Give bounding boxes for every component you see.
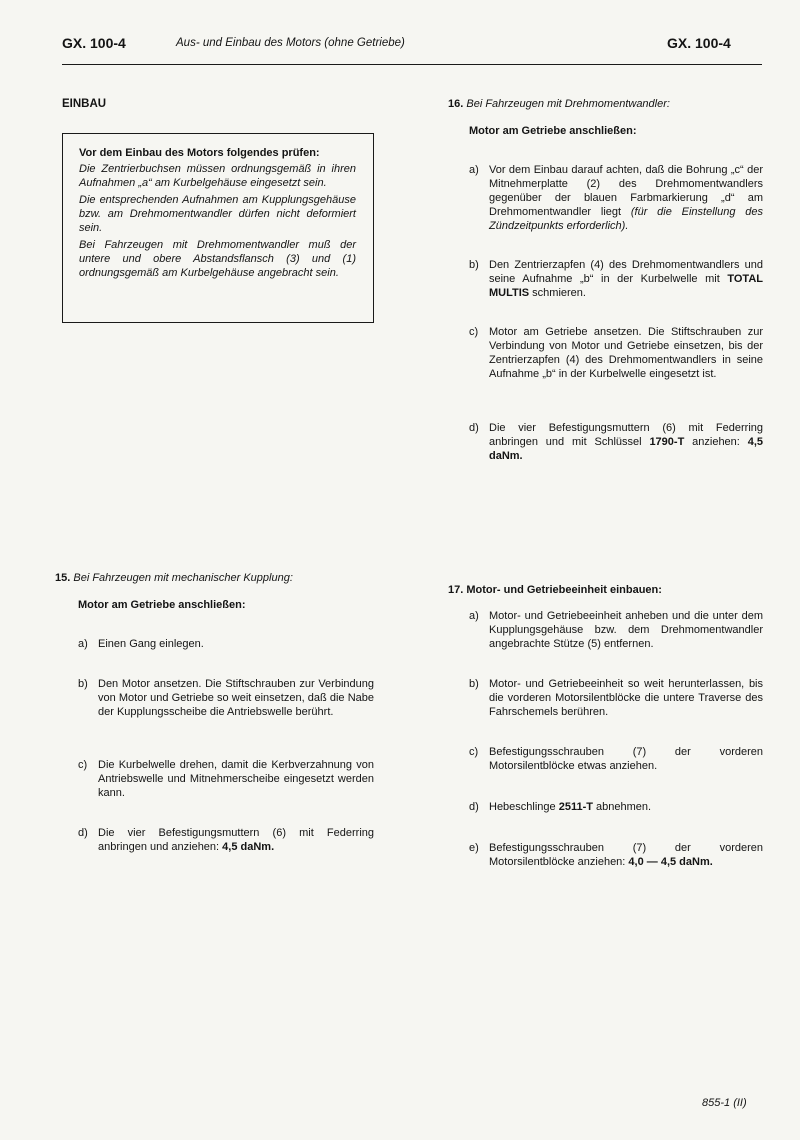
page-reference: 855-1 (II)	[702, 1097, 747, 1109]
section-17-item-d: d) Hebeschlinge 2511-T abnehmen.	[469, 801, 652, 813]
check-box	[62, 133, 374, 323]
section-17-item-c: c) Befestigungsschrauben (7) der vorderen Motorsilentblöcke etwas anziehen.	[469, 746, 763, 772]
section-17-item-b: b) Motor- und Getriebeeinheit so weit herunterlassen, bis die vorderen Motorsilentblöcke die untere Traverse des Fahrschemels berühren.	[469, 678, 763, 718]
section-16-item-c: c) Motor am Getriebe ansetzen. Die Stiftschrauben zur Verbindung von Motor und Getriebe einsetzen, bis der Zentrierzapfen (4) des Drehmomentwandlers in seine Aufnahme „b“ in der Kurbelwelle eingesetzt ist.	[469, 326, 763, 380]
section-17-item-a: a) Motor- und Getriebeeinheit anheben und die unter dem Kupplungsgehäuse bzw. dem Drehmomentwandler angebrachte Stütze (5) entfernen.	[469, 610, 763, 650]
section-15-item-a: a) Einen Gang einlegen.	[78, 638, 204, 650]
section-15-subheading: Motor am Getriebe anschließen:	[78, 599, 246, 611]
section-15-title: 15. Bei Fahrzeugen mit mechanischer Kupplung:	[55, 572, 293, 584]
section-15-item-c: c) Die Kurbelwelle drehen, damit die Kerbverzahnung von Antriebswelle und Mitnehmerscheibe eingesetzt werden kann.	[78, 759, 374, 799]
doc-code-left: GX. 100-4	[62, 35, 126, 51]
check-box-paragraph: Die Zentrierbuchsen müssen ordnungsgemäß in ihren Aufnahmen „a“ am Kurbelgehäuse eingesetzt sein.	[79, 163, 356, 189]
section-15-item-b: b) Den Motor ansetzen. Die Stiftschrauben zur Verbindung von Motor und Getriebe so weit einsetzen, daß die Nabe der Kupplungsscheibe die Antriebswelle berührt.	[78, 678, 374, 718]
section-16-subheading: Motor am Getriebe anschließen:	[469, 125, 637, 137]
check-box-paragraph: Bei Fahrzeugen mit Drehmomentwandler muß der untere und obere Abstandsflansch (3) und (1) ordnungsgemäß am Kurbelgehäuse angebracht sein.	[79, 239, 356, 279]
einbau-heading: EINBAU	[62, 98, 107, 110]
header-rule	[62, 64, 762, 65]
section-15-item-d: d) Die vier Befestigungsmuttern (6) mit Federring anbringen und anziehen: 4,5 daNm.	[78, 827, 374, 853]
section-17-item-e: e) Befestigungsschrauben (7) der vorderen Motorsilentblöcke anziehen: 4,0 — 4,5 daNm.	[469, 842, 763, 868]
section-16-title: 16. Bei Fahrzeugen mit Drehmomentwandler:	[448, 98, 670, 110]
check-box-paragraph: Die entsprechenden Aufnahmen am Kupplungsgehäuse bzw. am Drehmomentwandler dürfen nicht deformiert sein.	[79, 194, 356, 234]
section-16-item-d: d) Die vier Befestigungsmuttern (6) mit Federring anbringen und mit Schlüssel 1790-T anziehen: 4,5 daNm.	[469, 422, 764, 462]
section-16-item-a: a) Vor dem Einbau darauf achten, daß die Bohrung „c“ der Mitnehmerplatte (2) des Drehmomentwandlers gegenüber der blauen Farbmarkierung „d“ am Drehmomentwandler liegt (für die Einstellung des Zündzeitpunkts erforderlich).	[469, 164, 763, 232]
check-box-heading: Vor dem Einbau des Motors folgendes prüfen:	[79, 147, 320, 159]
page-title: Aus- und Einbau des Motors (ohne Getriebe)	[176, 37, 405, 49]
section-17-title: 17. Motor- und Getriebeeinheit einbauen:	[448, 584, 662, 596]
doc-code-right: GX. 100-4	[667, 35, 731, 51]
section-16-item-b: b) Den Zentrierzapfen (4) des Drehmomentwandlers und seine Aufnahme „b“ in der Kurbelwelle mit TOTAL MULTIS schmieren.	[469, 259, 763, 299]
